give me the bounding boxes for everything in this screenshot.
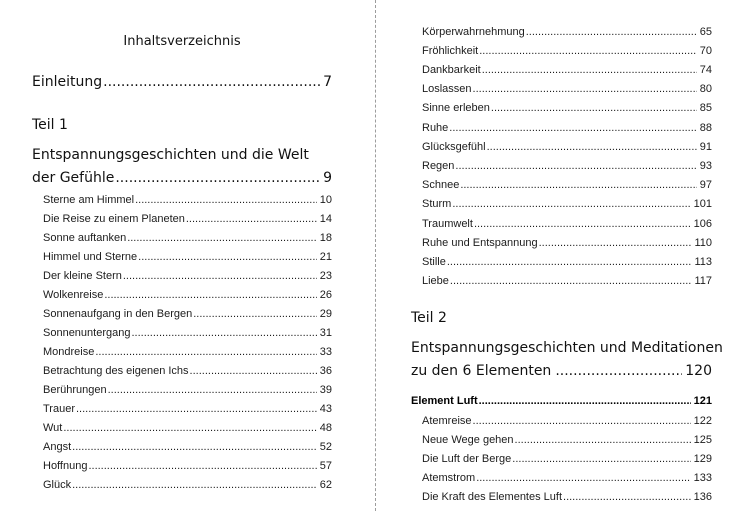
toc-entry-title: Loslassen [422,83,472,96]
dot-leader [95,343,316,362]
dot-leader [455,157,696,176]
dot-leader [127,229,317,248]
toc-entry-page: 106 [693,217,712,230]
dot-leader [135,191,317,210]
toc-entry-title: Traumwelt [422,217,473,230]
dot-leader [452,195,690,214]
toc-entry-title: Liebe [422,275,449,288]
toc-entry-page: 29 [319,307,332,320]
toc-entry-page: 14 [319,212,332,225]
dot-leader [487,138,697,157]
toc-entry-title: Die Luft der Berge [422,452,512,465]
toc-entry-title: Trauer [43,403,75,416]
toc-entry-page: 113 [694,256,712,269]
section-heading: Element Luft [411,395,478,407]
dot-leader [72,438,317,457]
toc-entry-title: Regen [422,160,455,173]
toc-entry-title: Schnee [422,179,460,192]
toc-entry [422,176,712,195]
toc-entry-page: 33 [319,346,332,358]
toc-entry-title: Berührungen [43,384,107,397]
dot-leader [88,457,316,476]
toc-entry-page: 23 [319,269,332,282]
dot-leader [460,176,696,195]
chapter-heading-line1: Entspannungsgeschichten und die Welt [32,147,309,163]
dot-leader [138,248,317,267]
toc-entry-title: Sterne am Himmel [43,193,135,206]
toc-entry [422,195,712,214]
dot-leader [115,168,320,188]
toc-entry-page: 117 [694,275,712,288]
dot-leader [479,42,697,61]
toc-entry [422,272,712,291]
toc-entry-title: Ruhe [422,121,449,134]
toc-entry-title: Ruhe und Entspannung [422,236,538,249]
dot-leader [103,72,320,92]
toc-entry [43,286,332,305]
chapter-heading-line2: zu den 6 Elementen [411,363,552,379]
toc-entry-page: 110 [694,236,712,249]
chapter-heading-line2: der Gefühle [32,170,115,186]
toc-entry [43,419,332,438]
dot-leader [449,119,696,138]
toc-entry-page: 70 [699,44,712,57]
toc-entry [422,119,712,138]
toc-entry-title: Angst [43,441,72,454]
toc-intro-page: 7 [323,74,332,90]
dot-leader [123,267,317,286]
toc-entry [43,324,332,343]
dot-leader [479,392,691,411]
dot-leader [555,361,682,381]
toc-entry-title: Sinne erleben [422,102,490,115]
section-page: 121 [693,395,712,407]
toc-entry-page: 88 [699,121,712,134]
dot-leader [491,99,697,118]
toc-entry-title: Himmel und Sterne [43,250,138,263]
toc-entry-title: Der kleine Stern [43,269,122,282]
toc-entry-title: Atemreise [422,414,472,427]
toc-entry-page: 133 [693,471,712,484]
dot-leader [193,305,317,324]
toc-entry-title: Sturm [422,198,452,211]
toc-entry [422,80,712,99]
toc-entry-title: Betrachtung des eigenen Ichs [43,365,189,378]
chapter-heading-line1: Entspannungsgeschichten und Meditationen [411,340,723,356]
dot-leader [482,61,697,80]
dot-leader [515,431,691,450]
dot-leader [473,80,697,99]
toc-entry-title: Atemstrom [422,471,476,484]
toc-entry [43,305,332,324]
toc-entry [43,343,332,362]
toc-entry [422,215,712,234]
toc-entry-page: 129 [693,452,712,465]
dot-leader [476,469,690,488]
dot-leader [474,215,691,234]
toc-entry [422,469,712,488]
toc-entry-title: Stille [422,256,446,269]
toc-entry-title: Sonnenuntergang [43,326,131,339]
toc-entry-page: 52 [319,441,332,454]
toc-entry [43,248,332,267]
dot-leader [563,488,691,507]
toc-title: Inhaltsverzeichnis [123,34,241,49]
toc-entry [43,476,332,495]
dot-leader [108,381,317,400]
toc-intro-label: Einleitung [32,74,103,90]
dot-leader [450,272,692,291]
dot-leader [63,419,316,438]
toc-entry [422,99,712,118]
toc-entry-page: 31 [319,326,332,339]
toc-entry-list [43,191,332,496]
toc-entry [422,61,712,80]
toc-entry-page: 43 [319,403,332,416]
toc-entry [43,210,332,229]
toc-entry-title: Dankbarkeit [422,63,481,76]
toc-entry-page: 74 [699,63,712,76]
toc-entry [422,412,712,431]
toc-entry-title: Wut [43,422,63,435]
page-divider [375,0,376,511]
dot-leader [539,234,692,253]
toc-entry-page: 48 [319,422,332,435]
toc-entry-title: Glücksgefühl [422,140,486,153]
toc-entry [43,400,332,419]
toc-entry-page: 57 [319,460,332,473]
toc-entry [43,191,332,210]
toc-entry-page: 18 [319,231,332,244]
toc-entry-page: 62 [319,479,332,492]
toc-entry-page: 122 [693,414,712,427]
toc-entry [422,157,712,176]
toc-entry-list [422,23,712,292]
toc-entry [422,431,712,450]
chapter-heading-row [32,168,332,188]
toc-entry-page: 36 [319,365,332,378]
toc-entry [43,381,332,400]
toc-entry-title: Die Kraft des Elementes Luft [422,490,563,503]
dot-leader [104,286,316,305]
toc-entry-page: 10 [319,193,332,206]
toc-entry [422,234,712,253]
toc-entry-title: Wolkenreise [43,288,104,301]
toc-entry-title: Glück [43,479,72,492]
toc-entry-page: 101 [693,198,712,211]
section-heading-row [411,392,712,411]
toc-entry [422,488,712,507]
part-heading: Teil 2 [411,310,447,326]
toc-entry-title: Körperwahrnehmung [422,25,525,38]
toc-entry-page: 80 [699,83,712,96]
toc-entry-title: Sonnenaufgang in den Bergen [43,307,193,320]
dot-leader [190,362,317,381]
toc-entry-page: 125 [693,433,712,446]
dot-leader [447,253,692,272]
toc-entry-title: Hoffnung [43,460,88,473]
toc-entry-page: 21 [319,250,332,263]
toc-entry [422,23,712,42]
toc-entry [43,438,332,457]
dot-leader [72,476,317,495]
dot-leader [76,400,317,419]
toc-entry-title: Die Reise zu einem Planeten [43,212,185,225]
dot-leader [512,450,690,469]
toc-entry-page: 93 [699,160,712,173]
toc-entry-title: Neue Wege gehen [422,433,514,446]
toc-entry-page: 65 [699,25,712,38]
toc-entry [422,138,712,157]
toc-entry-title: Mondreise [43,346,95,358]
toc-entry-page: 136 [693,490,712,503]
toc-entry-page: 26 [319,288,332,301]
toc-entry-title: Fröhlichkeit [422,44,479,57]
toc-entry [43,457,332,476]
toc-entry [422,253,712,272]
toc-entry-page: 39 [319,384,332,397]
dot-leader [186,210,317,229]
toc-entry [422,42,712,61]
toc-entry [43,229,332,248]
part-heading: Teil 1 [32,117,68,133]
toc-entry-title: Sonne auftanken [43,231,127,244]
chapter-page: 120 [685,363,712,379]
toc-entry [43,267,332,286]
toc-entry-page: 91 [699,140,712,153]
dot-leader [526,23,697,42]
dot-leader [131,324,316,343]
toc-entry [43,362,332,381]
toc-intro-row [32,72,332,92]
toc-section-entry-list [422,412,712,507]
chapter-heading-row [411,361,712,381]
toc-entry-page: 85 [699,102,712,115]
toc-entry-page: 97 [699,179,712,192]
chapter-page: 9 [323,170,332,186]
dot-leader [473,412,691,431]
toc-entry [422,450,712,469]
